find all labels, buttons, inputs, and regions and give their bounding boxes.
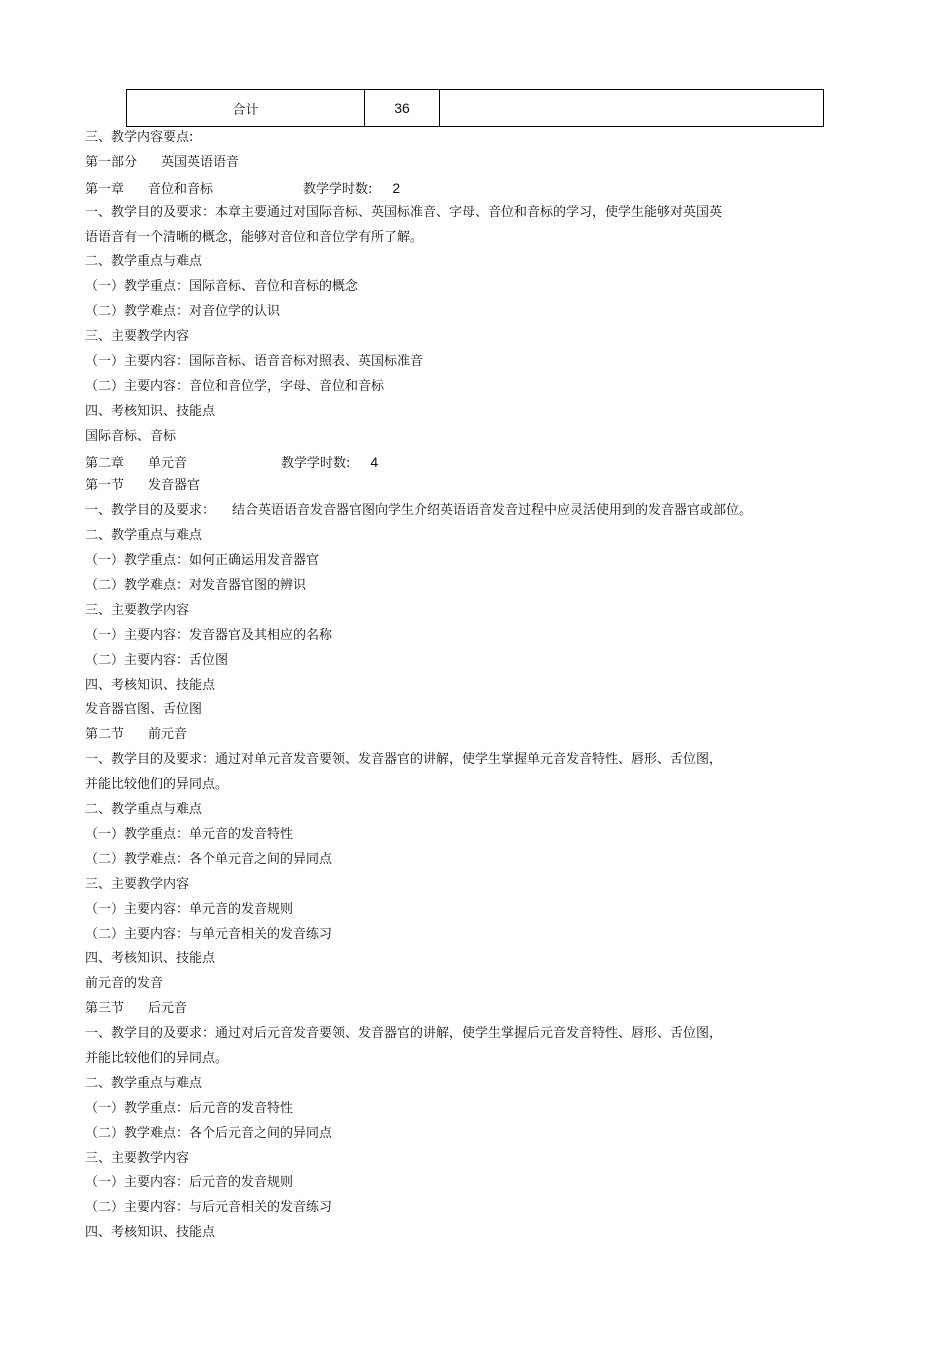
text-line: 四、考核知识、技能点: [85, 677, 216, 693]
syllabus-content: [85, 126, 805, 1246]
text-line: 二、教学重点与难点: [85, 1075, 203, 1091]
part-heading: 第一部分 英国英语语音: [85, 154, 240, 170]
section-heading: 第三节 后元音: [85, 1001, 188, 1017]
text-line: （一）主要内容：后元音的发音规则: [85, 1175, 294, 1191]
total-hours-cell: 36: [365, 90, 440, 127]
text-line: （一）教学重点：国际音标、音位和音标的概念: [85, 279, 359, 295]
text-line: （一）主要内容：国际音标、语音音标对照表、英国标准音: [85, 354, 424, 370]
text-line: （二）教学难点：各个后元音之间的异同点: [85, 1125, 333, 1141]
text-line: 二、教学重点与难点: [85, 254, 203, 270]
text-line: 二、教学重点与难点: [85, 802, 203, 818]
table-row: [127, 90, 824, 127]
text-line: 一、教学目的及要求： 结合英语语音发音器官图向学生介绍英语语音发音过程中应灵活使用到的发音器官或部位。: [85, 503, 753, 519]
hours-total-table: [126, 89, 824, 127]
text-line: 国际音标、音标: [85, 428, 177, 444]
text-line: 一、教学目的及要求：本章主要通过对国际音标、英国标准音、字母、音位和音标的学习，使学生能够对英国英: [85, 204, 723, 220]
text-line: 二、教学重点与难点: [85, 528, 203, 544]
text-line: （二）教学难点：各个单元音之间的异同点: [85, 851, 333, 867]
chapter-heading: 第二章 单元音 教学学时数: 4: [85, 453, 379, 471]
text-line: （一）教学重点：单元音的发音特性: [85, 826, 294, 842]
text-line: （一）教学重点：如何正确运用发音器官: [85, 553, 320, 569]
text-line: 三、主要教学内容: [85, 602, 190, 618]
text-line: 四、考核知识、技能点: [85, 1225, 216, 1241]
total-note-cell: [440, 90, 824, 127]
chapter-heading: 第一章 音位和音标 教学学时数: 2: [85, 179, 401, 197]
text-line: 三、教学内容要点:: [85, 130, 194, 145]
text-line: （二）教学难点：对发音器官图的辨识: [85, 578, 307, 594]
text-line: 语语音有一个清晰的概念，能够对音位和音位学有所了解。: [85, 229, 424, 245]
text-line: （二）主要内容：舌位图: [85, 652, 229, 668]
text-line: 并能比较他们的异同点。: [85, 777, 229, 793]
text-line: 一、教学目的及要求：通过对单元音发音要领、发音器官的讲解，使学生掌握单元音发音特性、唇形、舌位图，: [85, 752, 723, 768]
text-line: 并能比较他们的异同点。: [85, 1050, 229, 1066]
text-line: 三、主要教学内容: [85, 876, 190, 892]
text-line: （二）主要内容：与单元音相关的发音练习: [85, 926, 333, 942]
text-line: （一）主要内容：发音器官及其相应的名称: [85, 627, 333, 643]
text-line: 四、考核知识、技能点: [85, 403, 216, 419]
text-line: 三、主要教学内容: [85, 1150, 190, 1166]
text-line: （二）主要内容：与后元音相关的发音练习: [85, 1200, 333, 1216]
text-line: 发音器官图、舌位图: [85, 702, 203, 718]
text-line: （一）主要内容：单元音的发音规则: [85, 901, 294, 917]
text-line: 四、考核知识、技能点: [85, 951, 216, 967]
section-heading: 第二节 前元音: [85, 727, 188, 743]
text-line: （二）主要内容：音位和音位学，字母、音位和音标: [85, 378, 385, 394]
text-line: （二）教学难点：对音位学的认识: [85, 304, 281, 320]
text-line: （一）教学重点：后元音的发音特性: [85, 1100, 294, 1116]
total-label-cell: 合计: [127, 90, 365, 127]
text-line: 一、教学目的及要求：通过对后元音发音要领、发音器官的讲解，使学生掌握后元音发音特性、唇形、舌位图，: [85, 1026, 723, 1042]
section-heading: 第一节 发音器官: [85, 478, 201, 494]
text-line: 三、主要教学内容: [85, 329, 190, 345]
text-line: 前元音的发音: [85, 976, 164, 992]
